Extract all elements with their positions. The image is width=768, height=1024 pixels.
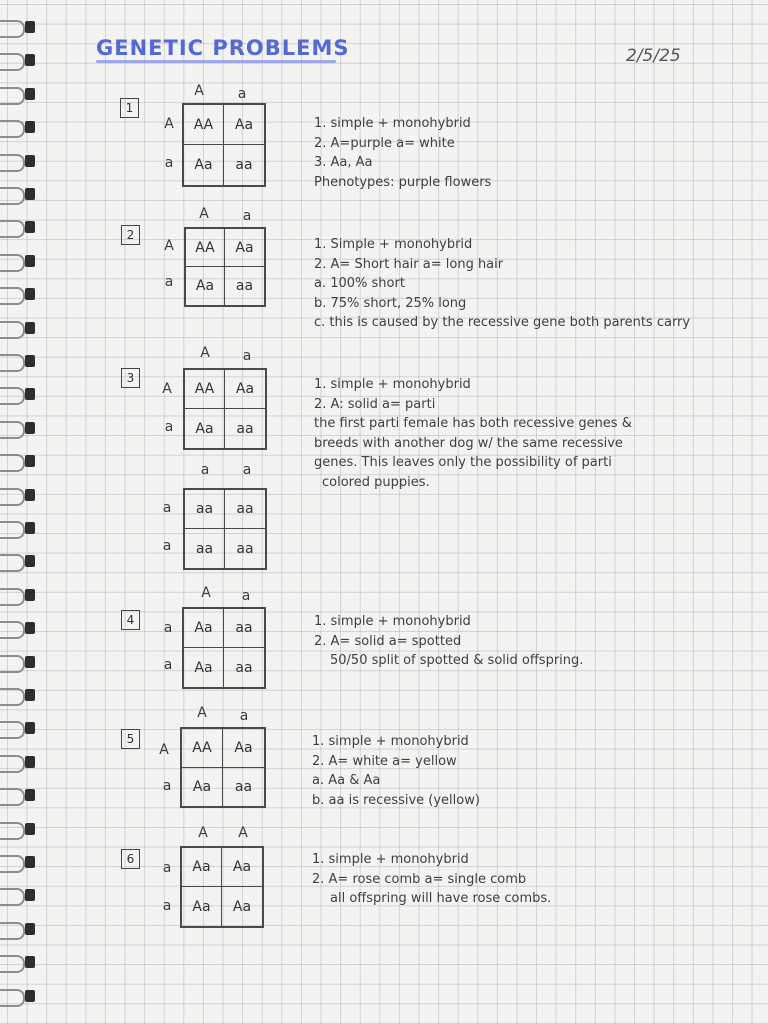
spiral-ring — [0, 251, 39, 273]
punnett-side-allele: a — [162, 778, 172, 794]
spiral-ring — [0, 952, 39, 974]
note-line: 1. simple + monohybrid — [314, 614, 471, 629]
note-line: breeds with another dog w/ the same recessive — [314, 435, 623, 451]
punnett-cell: Aa — [186, 267, 225, 305]
punnett-cell: Aa — [182, 848, 222, 887]
punnett-square-3a — [183, 368, 267, 450]
punnett-square-4 — [182, 607, 266, 689]
spiral-ring — [0, 852, 39, 874]
note-line: 1. simple + monohybrid — [314, 377, 471, 392]
punnett-cell: aa — [185, 490, 225, 529]
problem-notes-3 — [314, 375, 632, 493]
date: 2/5/25 — [626, 46, 681, 66]
punnett-top-allele: a — [242, 462, 252, 478]
problem-number-4: 4 — [121, 610, 140, 630]
problem-notes-1 — [314, 114, 491, 192]
note-line: a. 100% short — [314, 276, 405, 292]
punnett-cell: AA — [184, 105, 224, 145]
punnett-top-allele: a — [239, 708, 249, 724]
punnett-square-5 — [180, 727, 266, 808]
punnett-side-allele: a — [163, 620, 173, 636]
problem-number-6: 6 — [121, 849, 140, 869]
problem-number-3: 3 — [121, 368, 140, 388]
punnett-square-3b — [183, 488, 267, 570]
punnett-cell: Aa — [184, 648, 224, 687]
spiral-ring — [0, 418, 39, 440]
punnett-cell: aa — [234, 778, 253, 795]
problem-notes-6 — [312, 850, 551, 909]
punnett-cell: aa — [235, 278, 254, 294]
note-line: 2. A= solid a= spotted — [314, 633, 462, 649]
punnett-side-allele: a — [162, 898, 172, 914]
note-line: Phenotypes: purple flowers — [314, 174, 492, 190]
punnett-top-allele: A — [198, 825, 208, 841]
punnett-top-allele: a — [237, 86, 247, 102]
punnett-cell: AA — [185, 370, 225, 409]
note-line: 2. A= white a= yellow — [312, 753, 457, 769]
spiral-ring — [0, 785, 39, 807]
punnett-cell: AA — [182, 729, 223, 768]
punnett-top-allele: A — [201, 585, 211, 601]
note-line: 50/50 split of spotted & solid offspring. — [330, 653, 584, 669]
punnett-side-allele: a — [164, 155, 174, 171]
spiral-ring — [0, 384, 39, 406]
page-title: GENETIC PROBLEMS — [96, 36, 350, 60]
note-line: the first parti female has both recessive genes & — [314, 416, 632, 432]
punnett-side-allele: A — [159, 742, 169, 758]
spiral-ring — [0, 318, 39, 340]
punnett-square-6 — [180, 846, 264, 928]
spiral-ring — [0, 84, 39, 106]
note-line: 3. Aa, Aa — [314, 155, 373, 171]
title-highlight — [96, 60, 336, 63]
spiral-ring — [0, 351, 39, 373]
punnett-side-allele: a — [162, 860, 172, 876]
punnett-side-allele: a — [163, 657, 173, 673]
punnett-top-allele: a — [242, 208, 252, 224]
punnett-cell: Aa — [184, 609, 224, 648]
punnett-square-2 — [184, 227, 266, 307]
punnett-side-allele: A — [162, 381, 172, 397]
spiral-ring — [0, 518, 39, 540]
spiral-ring — [0, 451, 39, 473]
punnett-cell: Aa — [222, 848, 262, 887]
note-line: 2. A=purple a= white — [314, 135, 455, 151]
spiral-ring — [0, 184, 39, 206]
note-line: b. 75% short, 25% long — [314, 295, 467, 311]
punnett-top-allele: a — [242, 348, 252, 364]
spiral-ring — [0, 217, 39, 239]
spiral-ring — [0, 585, 39, 607]
punnett-cell: Aa — [223, 729, 264, 768]
punnett-side-allele: a — [162, 500, 172, 516]
punnett-side-allele: A — [164, 238, 174, 254]
punnett-cell: Aa — [182, 768, 223, 807]
punnett-side-allele: a — [164, 274, 174, 290]
punnett-top-allele: A — [197, 705, 207, 721]
punnett-cell: aa — [236, 420, 254, 437]
punnett-top-allele: a — [241, 588, 251, 604]
spiral-ring — [0, 652, 39, 674]
punnett-top-allele: A — [238, 825, 248, 841]
punnett-top-allele: A — [194, 83, 204, 99]
punnett-cell: Aa — [232, 898, 252, 915]
spiral-ring — [0, 50, 39, 72]
note-line: colored puppies. — [322, 474, 430, 490]
spiral-ring — [0, 718, 39, 740]
note-line: 1. simple + monohybrid — [312, 734, 469, 749]
punnett-cell: Aa — [182, 887, 222, 926]
note-line: 2. A: solid a= parti — [314, 396, 436, 412]
note-line: b. aa is recessive (yellow) — [312, 792, 480, 808]
problem-number-5: 5 — [121, 729, 140, 749]
punnett-cell: AA — [186, 229, 225, 267]
punnett-cell: Aa — [225, 229, 264, 267]
punnett-cell: aa — [185, 529, 225, 568]
spiral-ring — [0, 819, 39, 841]
spiral-ring — [0, 485, 39, 507]
note-line: 1. Simple + monohybrid — [314, 237, 473, 252]
note-line: a. Aa & Aa — [312, 773, 381, 789]
spiral-ring — [0, 151, 39, 173]
punnett-square-1 — [182, 103, 266, 187]
punnett-top-allele: A — [200, 345, 210, 361]
note-line: c. this is caused by the recessive gene both parents carry — [314, 315, 691, 331]
problem-number-1: 1 — [120, 98, 139, 118]
spiral-ring — [0, 17, 39, 39]
spiral-binding — [0, 0, 42, 1024]
problem-notes-4 — [314, 612, 583, 671]
punnett-side-allele: A — [164, 116, 174, 132]
punnett-cell: aa — [225, 490, 265, 529]
problem-notes-2 — [314, 235, 690, 333]
spiral-ring — [0, 551, 39, 573]
punnett-cell: Aa — [225, 370, 265, 409]
spiral-ring — [0, 618, 39, 640]
spiral-ring — [0, 685, 39, 707]
spiral-ring — [0, 284, 39, 306]
problem-number-2: 2 — [121, 225, 140, 245]
note-line: genes. This leaves only the possibility of parti — [314, 455, 612, 471]
punnett-cell: aa — [235, 157, 253, 173]
punnett-cell: Aa — [184, 145, 224, 185]
punnett-cell: aa — [236, 540, 254, 557]
punnett-cell: Aa — [185, 409, 225, 448]
note-line: 2. A= rose comb a= single comb — [312, 871, 527, 887]
punnett-top-allele: A — [199, 206, 209, 222]
problem-notes-5 — [312, 732, 480, 810]
punnett-cell: aa — [224, 609, 264, 648]
spiral-ring — [0, 986, 39, 1008]
spiral-ring — [0, 117, 39, 139]
punnett-cell: Aa — [224, 105, 264, 145]
punnett-cell: aa — [235, 659, 253, 676]
punnett-side-allele: a — [162, 538, 172, 554]
spiral-ring — [0, 752, 39, 774]
note-line: 2. A= Short hair a= long hair — [314, 256, 504, 272]
punnett-top-allele: a — [200, 462, 210, 478]
spiral-ring — [0, 885, 39, 907]
note-line: 1. simple + monohybrid — [312, 852, 469, 867]
spiral-ring — [0, 919, 39, 941]
note-line: 1. simple + monohybrid — [314, 116, 471, 131]
note-line: all offspring will have rose combs. — [330, 891, 552, 907]
punnett-side-allele: a — [164, 419, 174, 435]
